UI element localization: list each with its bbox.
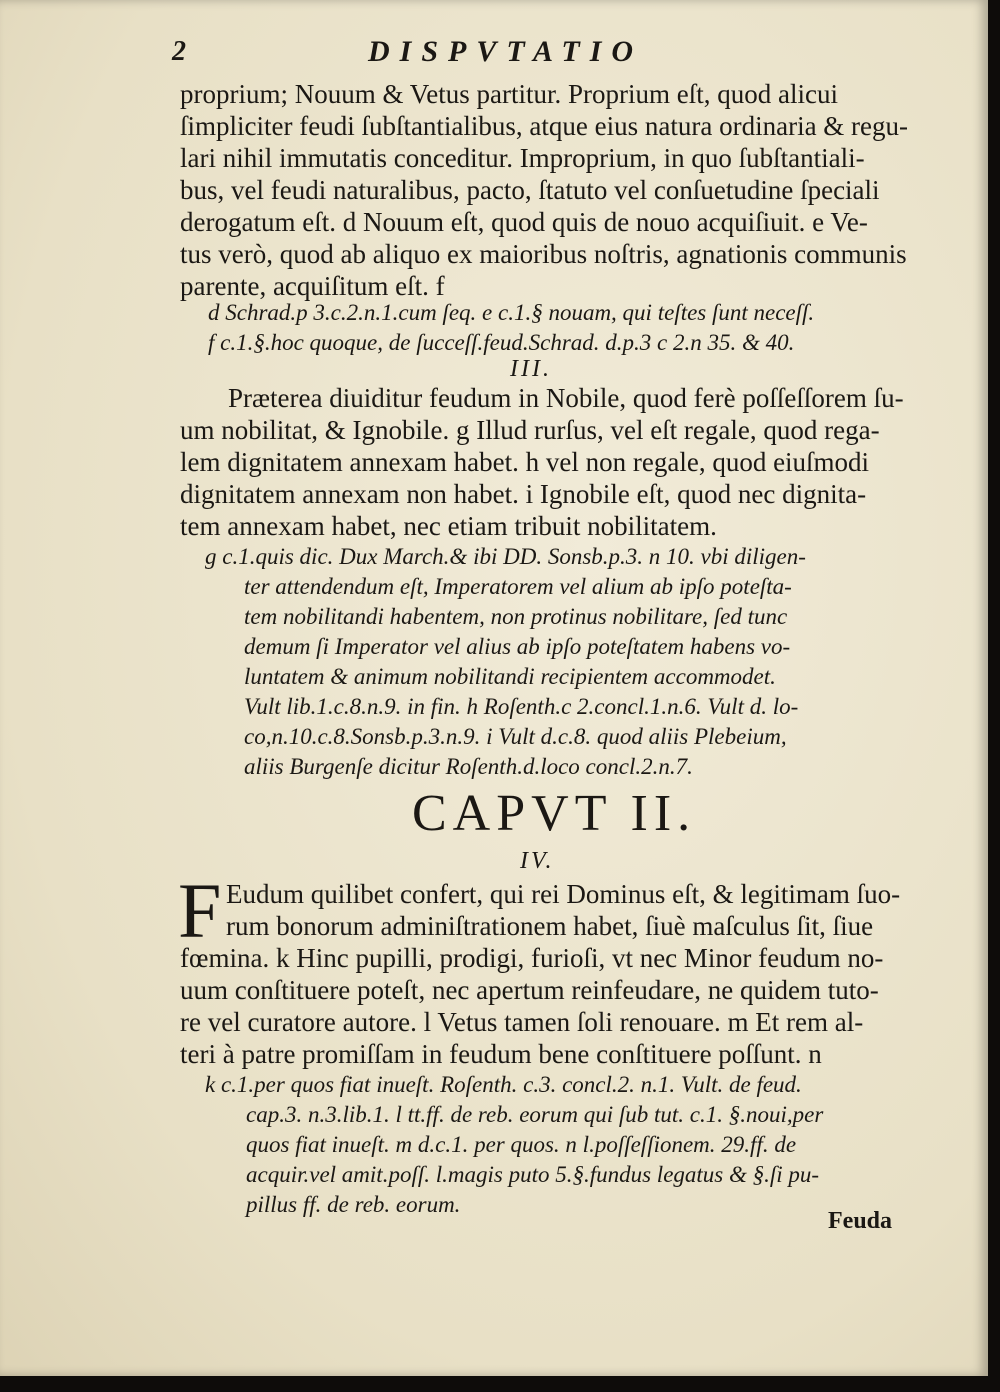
text-line: re vel curatore autore. l Vetus tamen ſoli renouare. m Et rem al- — [180, 1007, 864, 1037]
catchword: Feuda — [828, 1208, 893, 1234]
footnote-line: cap.3. n.3.lib.1. l tt.ff. de reb. eorum qui ſub tut. c.1. §.noui,per — [246, 1102, 824, 1127]
footnote-line: f c.1.§.hoc quoque, de ſucceſſ.feud.Schrad. d.p.3 c 2.n 35. & 40. — [208, 330, 795, 355]
text-line: parente, acquiſitum eſt. f — [180, 271, 445, 301]
text-line: tem annexam habet, nec etiam tribuit nobilitatem. — [180, 511, 717, 541]
text-line: fœmina. k Hinc pupilli, prodigi, furioſi, vt nec Minor feudum no- — [180, 943, 884, 973]
footnote-line: pillus ff. de reb. eorum. — [246, 1192, 461, 1217]
footnote-line: d Schrad.p 3.c.2.n.1.cum ſeq. e c.1.§ nouam, qui teſtes ſunt neceſſ. — [208, 300, 815, 325]
footnote-line: ter attendendum eſt, Imperatorem vel alium ab ipſo poteſta- — [244, 574, 792, 599]
text-line: uum conſtituere poteſt, nec apertum reinfeudare, ne quidem tuto- — [180, 975, 879, 1005]
running-head: DISPVTATIO — [368, 35, 644, 68]
footnote-line: k c.1.per quos fiat inueſt. Roſenth. c.3. concl.2. n.1. Vult. de feud. — [205, 1072, 802, 1097]
text-line: tus verò, quod ab aliquo ex maioribus noſtris, agnationis communis — [180, 239, 907, 269]
footnote-line: luntatem & animum nobilitandi recipientem accommodet. — [244, 664, 776, 689]
footnote-line: acquir.vel amit.poſſ. l.magis puto 5.§.fundus legatus & §.ſi pu- — [246, 1162, 820, 1187]
footnote-line: demum ſi Imperator vel alius ab ipſo poteſtatem habens vo- — [244, 634, 791, 659]
footnote-line: Vult lib.1.c.8.n.9. in fin. h Roſenth.c 2.concl.1.n.6. Vult d. lo- — [244, 694, 799, 719]
text-line: rum bonorum adminiſtrationem habet, ſiuè maſculus ſit, ſiue — [226, 911, 874, 941]
section-number: III. — [510, 356, 552, 382]
text-line: ſimpliciter feudi ſubſtantialibus, atque eius natura ordinaria & regu- — [180, 111, 909, 141]
text-line: Eudum quilibet confert, qui rei Dominus eſt, & legitimam ſuo- — [226, 879, 901, 909]
footnote-line: tem nobilitandi habentem, non protinus nobilitare, ſed tunc — [244, 604, 788, 629]
footnote-line: co,n.10.c.8.Sonsb.p.3.n.9. i Vult d.c.8. quod aliis Plebeium, — [244, 724, 787, 749]
text-line: teri à patre promiſſam in feudum bene conſtituere poſſunt. n — [180, 1039, 822, 1069]
text-line: dignitatem annexam non habet. i Ignobile eſt, quod nec dignita- — [180, 479, 867, 509]
footnote-line: quos fiat inueſt. m d.c.1. per quos. n l.poſſeſſionem. 29.ff. de — [246, 1132, 797, 1157]
footnote-line: g c.1.quis dic. Dux March.& ibi DD. Sonsb.p.3. n 10. vbi diligen- — [205, 544, 806, 569]
text-line: lem dignitatem annexam habet. h vel non regale, quod eiuſmodi — [180, 447, 870, 477]
text-line: proprium; Nouum & Vetus partitur. Proprium eſt, quod alicui — [180, 79, 838, 109]
text-line: bus, vel feudi naturalibus, pacto, ſtatuto vel conſuetudine ſpeciali — [180, 175, 880, 205]
page-number: 2 — [172, 36, 186, 67]
footnote-line: aliis Burgenſe dicitur Roſenth.d.loco concl.2.n.7. — [244, 754, 693, 779]
text-line: derogatum eſt. d Nouum eſt, quod quis de nouo acquiſiuit. e Ve- — [180, 207, 868, 237]
scan-border-right — [988, 0, 1000, 1392]
text-line: um nobilitat, & Ignobile. g Illud rurſus, vel eſt regale, quod rega- — [180, 415, 880, 445]
chapter-heading: CAPVT II. — [412, 785, 697, 842]
section-number: IV. — [520, 848, 555, 874]
text-line: Præterea diuiditur feudum in Nobile, quod ferè poſſeſſorem ſu- — [228, 383, 904, 413]
drop-capital: F — [178, 867, 222, 954]
text-line: lari nihil immutatis conceditur. Improprium, in quo ſubſtantiali- — [180, 143, 865, 173]
scan-border-bottom — [0, 1376, 1000, 1392]
